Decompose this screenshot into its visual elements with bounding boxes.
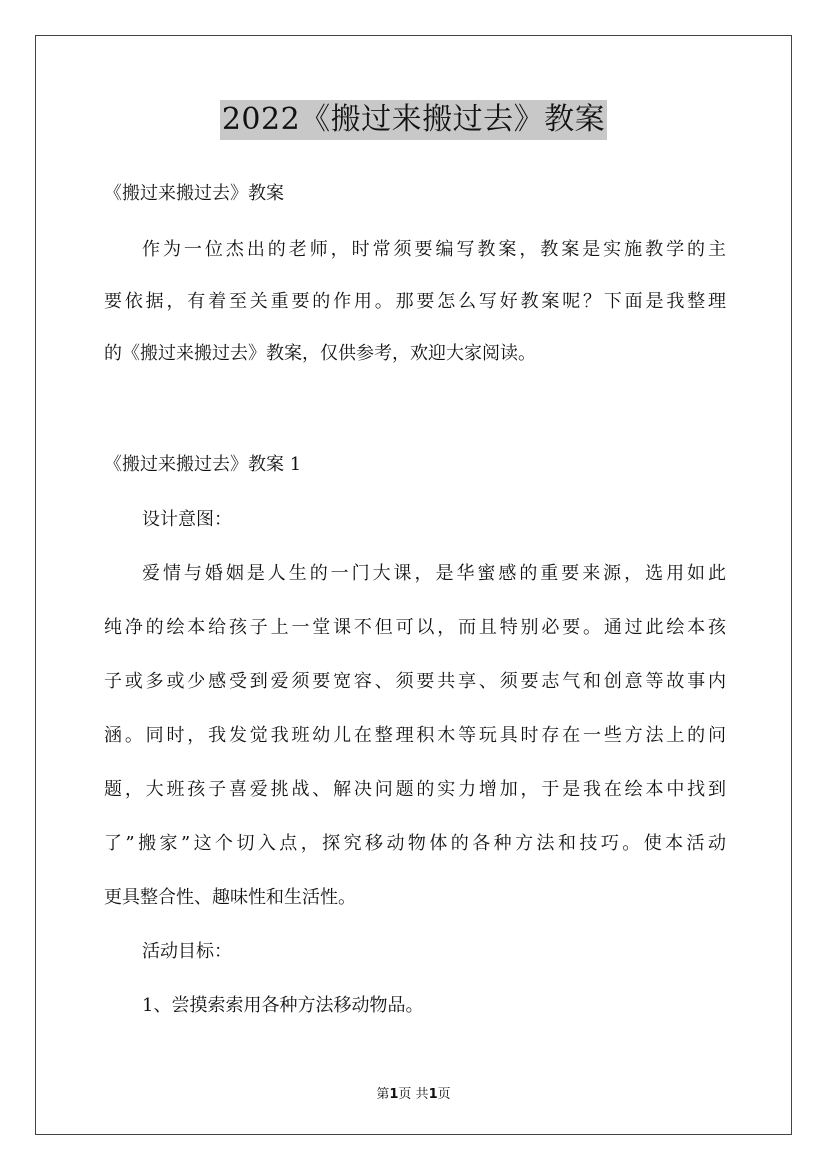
intro-line-2: 要依据，有着至关重要的作用。那要怎么写好教案呢？下面是我整理 [104, 291, 726, 312]
footer-page-prefix: 第 [376, 1087, 390, 1102]
intro-line-3: 的《搬过来搬过去》教案，仅供参考，欢迎大家阅读。 [104, 343, 536, 364]
design-line-5: 题，大班孩子喜爱挑战、解决问题的实力增加，于是我在绘本中找到 [104, 779, 726, 800]
document-title: 2022《搬过来搬过去》教案 [220, 100, 607, 140]
design-heading: 设计意图： [142, 509, 232, 530]
footer-page-suffix: 页 [437, 1087, 451, 1102]
intro-line-1: 作为一位杰出的老师，时常须要编写教案，教案是实施教学的主 [142, 239, 726, 260]
page-number-footer [0, 1083, 827, 1102]
design-line-1: 爱情与婚姻是人生的一门大课，是华蜜感的重要来源，选用如此 [142, 563, 726, 584]
design-line-7: 更具整合性、趣味性和生活性。 [104, 887, 356, 908]
design-line-2: 纯净的绘本给孩子上一堂课不但可以，而且特别必要。通过此绘本孩 [104, 617, 726, 638]
subheading-lesson-plan: 《搬过来搬过去》教案 [104, 183, 284, 204]
design-line-4: 涵。同时，我发觉我班幼儿在整理积木等玩具时存在一些方法上的问 [104, 725, 726, 746]
title-container [0, 100, 827, 140]
design-line-6: 了”搬家”这个切入点，探究移动物体的各种方法和技巧。使本活动 [104, 833, 726, 854]
goals-heading: 活动目标： [142, 941, 232, 962]
footer-total-pages: 1 [428, 1087, 438, 1102]
goal-item-1: 1、尝摸索索用各种方法移动物品。 [142, 995, 424, 1016]
footer-page-mid: 页 共 [398, 1087, 429, 1102]
footer-current-page: 1 [389, 1087, 399, 1102]
subheading-lesson-plan-1: 《搬过来搬过去》教案 1 [104, 454, 302, 475]
design-line-3: 子或多或少感受到爱须要宽容、须要共享、须要志气和创意等故事内 [104, 671, 726, 692]
